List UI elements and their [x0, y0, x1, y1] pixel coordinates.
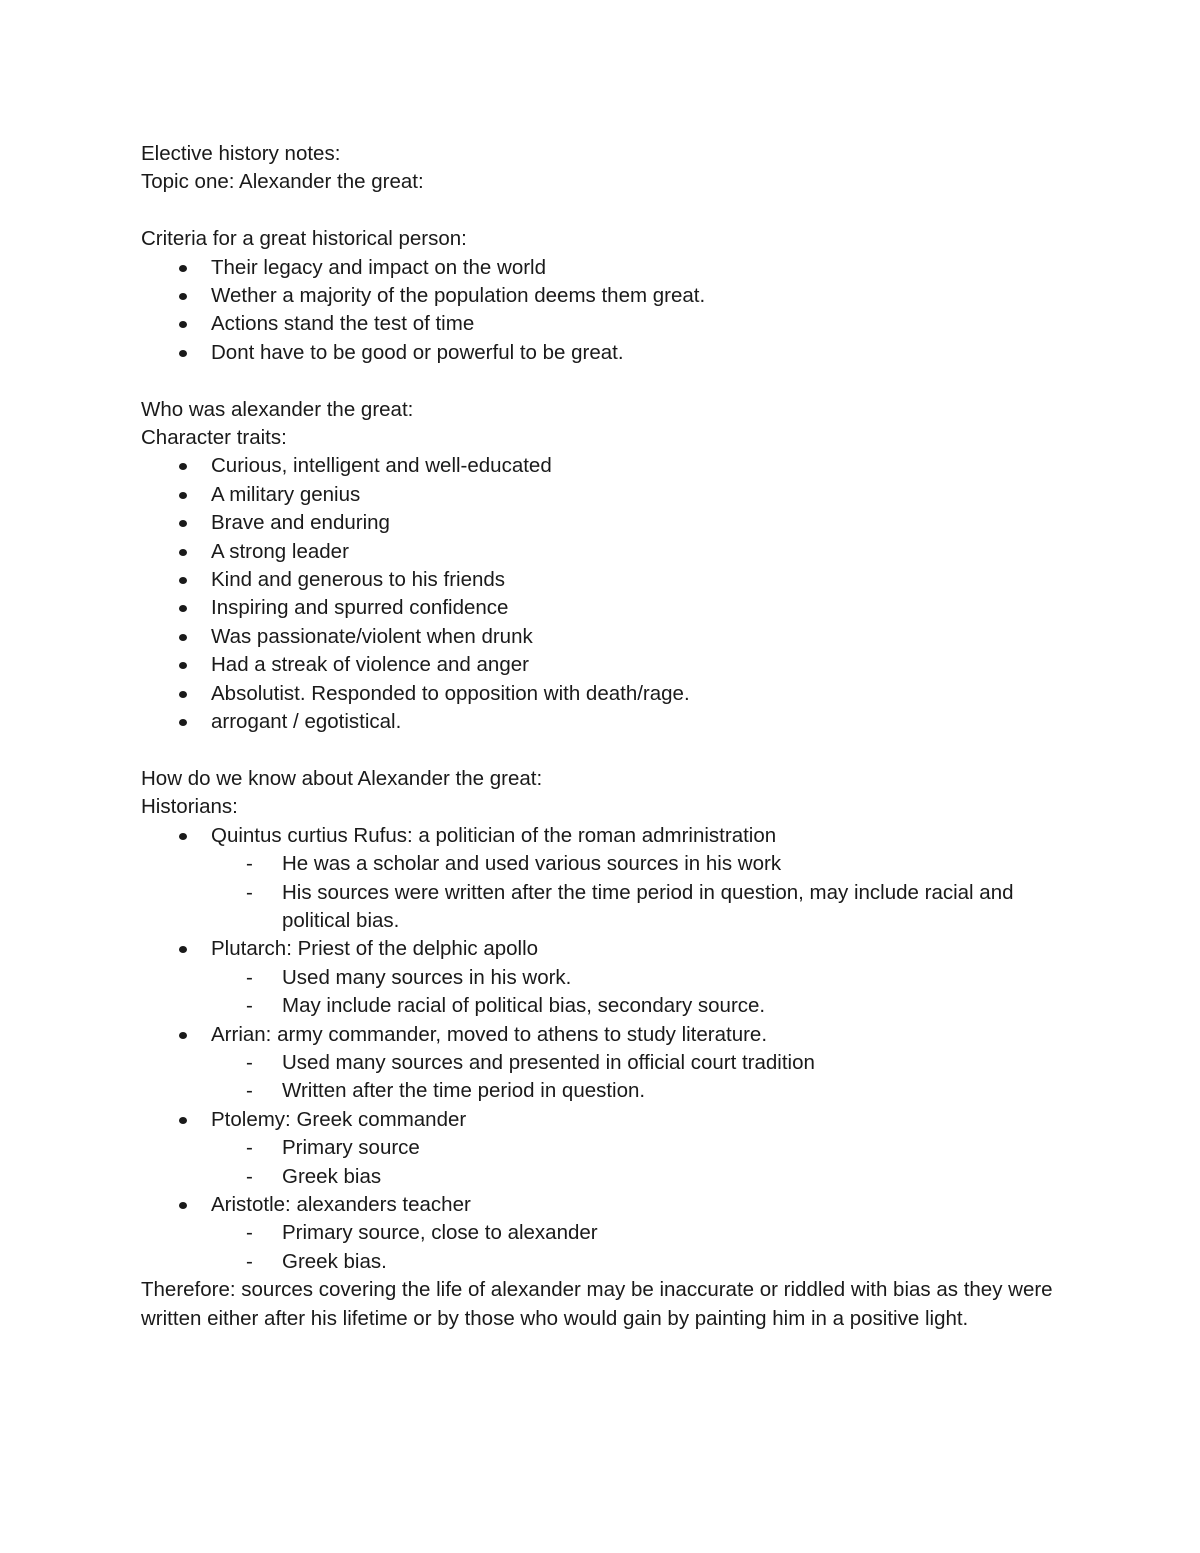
- list-item-text: Quintus curtius Rufus: a politician of the roman admrinistration: [211, 823, 777, 847]
- document-page: [141, 140, 1061, 1333]
- bullet-icon: [179, 605, 187, 612]
- sub-list-item-text: Used many sources and presented in official court tradition: [282, 1050, 815, 1074]
- sub-list: [211, 1219, 1061, 1276]
- historians-list: [141, 822, 1061, 1277]
- list-item: [141, 509, 1061, 537]
- sub-list-item: [211, 850, 1061, 878]
- sub-list: [211, 1049, 1061, 1106]
- bullet-icon: [179, 492, 187, 499]
- list-item: [141, 566, 1061, 594]
- traits-heading: Character traits:: [141, 426, 287, 450]
- bullet-icon: [179, 833, 187, 840]
- blank-line: [141, 367, 1061, 395]
- dash-icon: -: [246, 1079, 253, 1103]
- sub-list-item: [211, 1049, 1061, 1077]
- criteria-heading: Criteria for a great historical person:: [141, 227, 467, 251]
- historians-heading: Historians:: [141, 795, 238, 819]
- bullet-icon: [179, 634, 187, 641]
- list-item: [141, 1106, 1061, 1191]
- bullet-icon: [179, 691, 187, 698]
- sub-list-item-text: Used many sources in his work.: [282, 965, 572, 989]
- list-item-text: Dont have to be good or powerful to be great.: [211, 340, 624, 364]
- list-item: [141, 594, 1061, 622]
- list-item-text: A strong leader: [211, 539, 349, 563]
- list-item-text: A military genius: [211, 482, 361, 506]
- sub-list: [211, 850, 1061, 935]
- how-heading: How do we know about Alexander the great:: [141, 766, 543, 790]
- sub-list-item-text: Greek bias.: [282, 1249, 387, 1273]
- bullet-icon: [179, 946, 187, 953]
- list-item: [141, 282, 1061, 310]
- list-item: [141, 339, 1061, 367]
- dash-icon: -: [246, 1136, 253, 1160]
- sub-list-item: [211, 1134, 1061, 1162]
- dash-icon: -: [246, 1050, 253, 1074]
- list-item-text: Was passionate/violent when drunk: [211, 624, 533, 648]
- dash-icon: -: [246, 994, 253, 1018]
- list-item-text: Their legacy and impact on the world: [211, 255, 547, 279]
- list-item: [141, 1021, 1061, 1106]
- list-item: [141, 481, 1061, 509]
- bullet-icon: [179, 520, 187, 527]
- list-item-text: Arrian: army commander, moved to athens to study literature.: [211, 1022, 768, 1046]
- sub-list-item-text: Primary source: [282, 1136, 420, 1160]
- blank-line: [141, 737, 1061, 765]
- bullet-icon: [179, 321, 187, 328]
- blank-line: [141, 197, 1061, 225]
- list-item-text: Inspiring and spurred confidence: [211, 596, 509, 620]
- sub-list-item: [211, 1219, 1061, 1247]
- list-item: [141, 822, 1061, 936]
- list-item: [141, 254, 1061, 282]
- list-item-text: Kind and generous to his friends: [211, 568, 506, 592]
- sub-list-item: [211, 1163, 1061, 1191]
- list-item: [141, 708, 1061, 736]
- dash-icon: -: [246, 1164, 253, 1188]
- sub-list: [211, 964, 1061, 1021]
- bullet-icon: [179, 265, 187, 272]
- sub-list-item: [211, 1077, 1061, 1105]
- sub-list-item-text: Greek bias: [282, 1164, 382, 1188]
- dash-icon: -: [246, 852, 253, 876]
- list-item-text: arrogant / egotistical.: [211, 710, 402, 734]
- bullet-icon: [179, 293, 187, 300]
- list-item-text: Wether a majority of the population deems them great.: [211, 284, 706, 308]
- bullet-icon: [179, 1032, 187, 1039]
- sub-list-item-text: Primary source, close to alexander: [282, 1221, 598, 1245]
- list-item: [141, 623, 1061, 651]
- list-item: [141, 935, 1061, 1020]
- bullet-icon: [179, 549, 187, 556]
- list-item: [141, 538, 1061, 566]
- list-item: [141, 310, 1061, 338]
- conclusion-paragraph: Therefore: sources covering the life of alexander may be inaccurate or riddled with bias as they were written either after his lifetime or by those who would gain by painting him in a positive light.: [141, 1278, 1053, 1330]
- sub-list-item-text: His sources were written after the time period in question, may include racial and political bias.: [282, 880, 1014, 932]
- sub-list-item: [211, 964, 1061, 992]
- list-item-text: Absolutist. Responded to opposition with death/rage.: [211, 681, 690, 705]
- sub-list-item: [211, 992, 1061, 1020]
- list-item-text: Curious, intelligent and well-educated: [211, 454, 552, 478]
- list-item-text: Plutarch: Priest of the delphic apollo: [211, 937, 539, 961]
- list-item-text: Brave and enduring: [211, 511, 390, 535]
- list-item: [141, 651, 1061, 679]
- bullet-icon: [179, 662, 187, 669]
- bullet-icon: [179, 1117, 187, 1124]
- list-item: [141, 452, 1061, 480]
- criteria-list: [141, 254, 1061, 368]
- sub-list: [211, 1134, 1061, 1191]
- list-item-text: Ptolemy: Greek commander: [211, 1107, 467, 1131]
- sub-list-item-text: He was a scholar and used various sources in his work: [282, 852, 782, 876]
- bullet-icon: [179, 463, 187, 470]
- bullet-icon: [179, 577, 187, 584]
- who-heading: Who was alexander the great:: [141, 397, 414, 421]
- sub-list-item: [211, 879, 1061, 936]
- bullet-icon: [179, 719, 187, 726]
- dash-icon: -: [246, 880, 253, 904]
- list-item-text: Aristotle: alexanders teacher: [211, 1192, 471, 1216]
- bullet-icon: [179, 350, 187, 357]
- list-item: [141, 680, 1061, 708]
- list-item-text: Actions stand the test of time: [211, 312, 475, 336]
- dash-icon: -: [246, 1249, 253, 1273]
- dash-icon: -: [246, 1221, 253, 1245]
- document-title: Elective history notes:: [141, 142, 341, 165]
- dash-icon: -: [246, 965, 253, 989]
- sub-list-item-text: Written after the time period in question.: [282, 1079, 646, 1103]
- list-item-text: Had a streak of violence and anger: [211, 653, 529, 677]
- sub-list-item-text: May include racial of political bias, secondary source.: [282, 994, 766, 1018]
- list-item: [141, 1191, 1061, 1276]
- bullet-icon: [179, 1202, 187, 1209]
- traits-list: [141, 452, 1061, 736]
- topic-heading: Topic one: Alexander the great:: [141, 170, 424, 194]
- sub-list-item: [211, 1248, 1061, 1276]
